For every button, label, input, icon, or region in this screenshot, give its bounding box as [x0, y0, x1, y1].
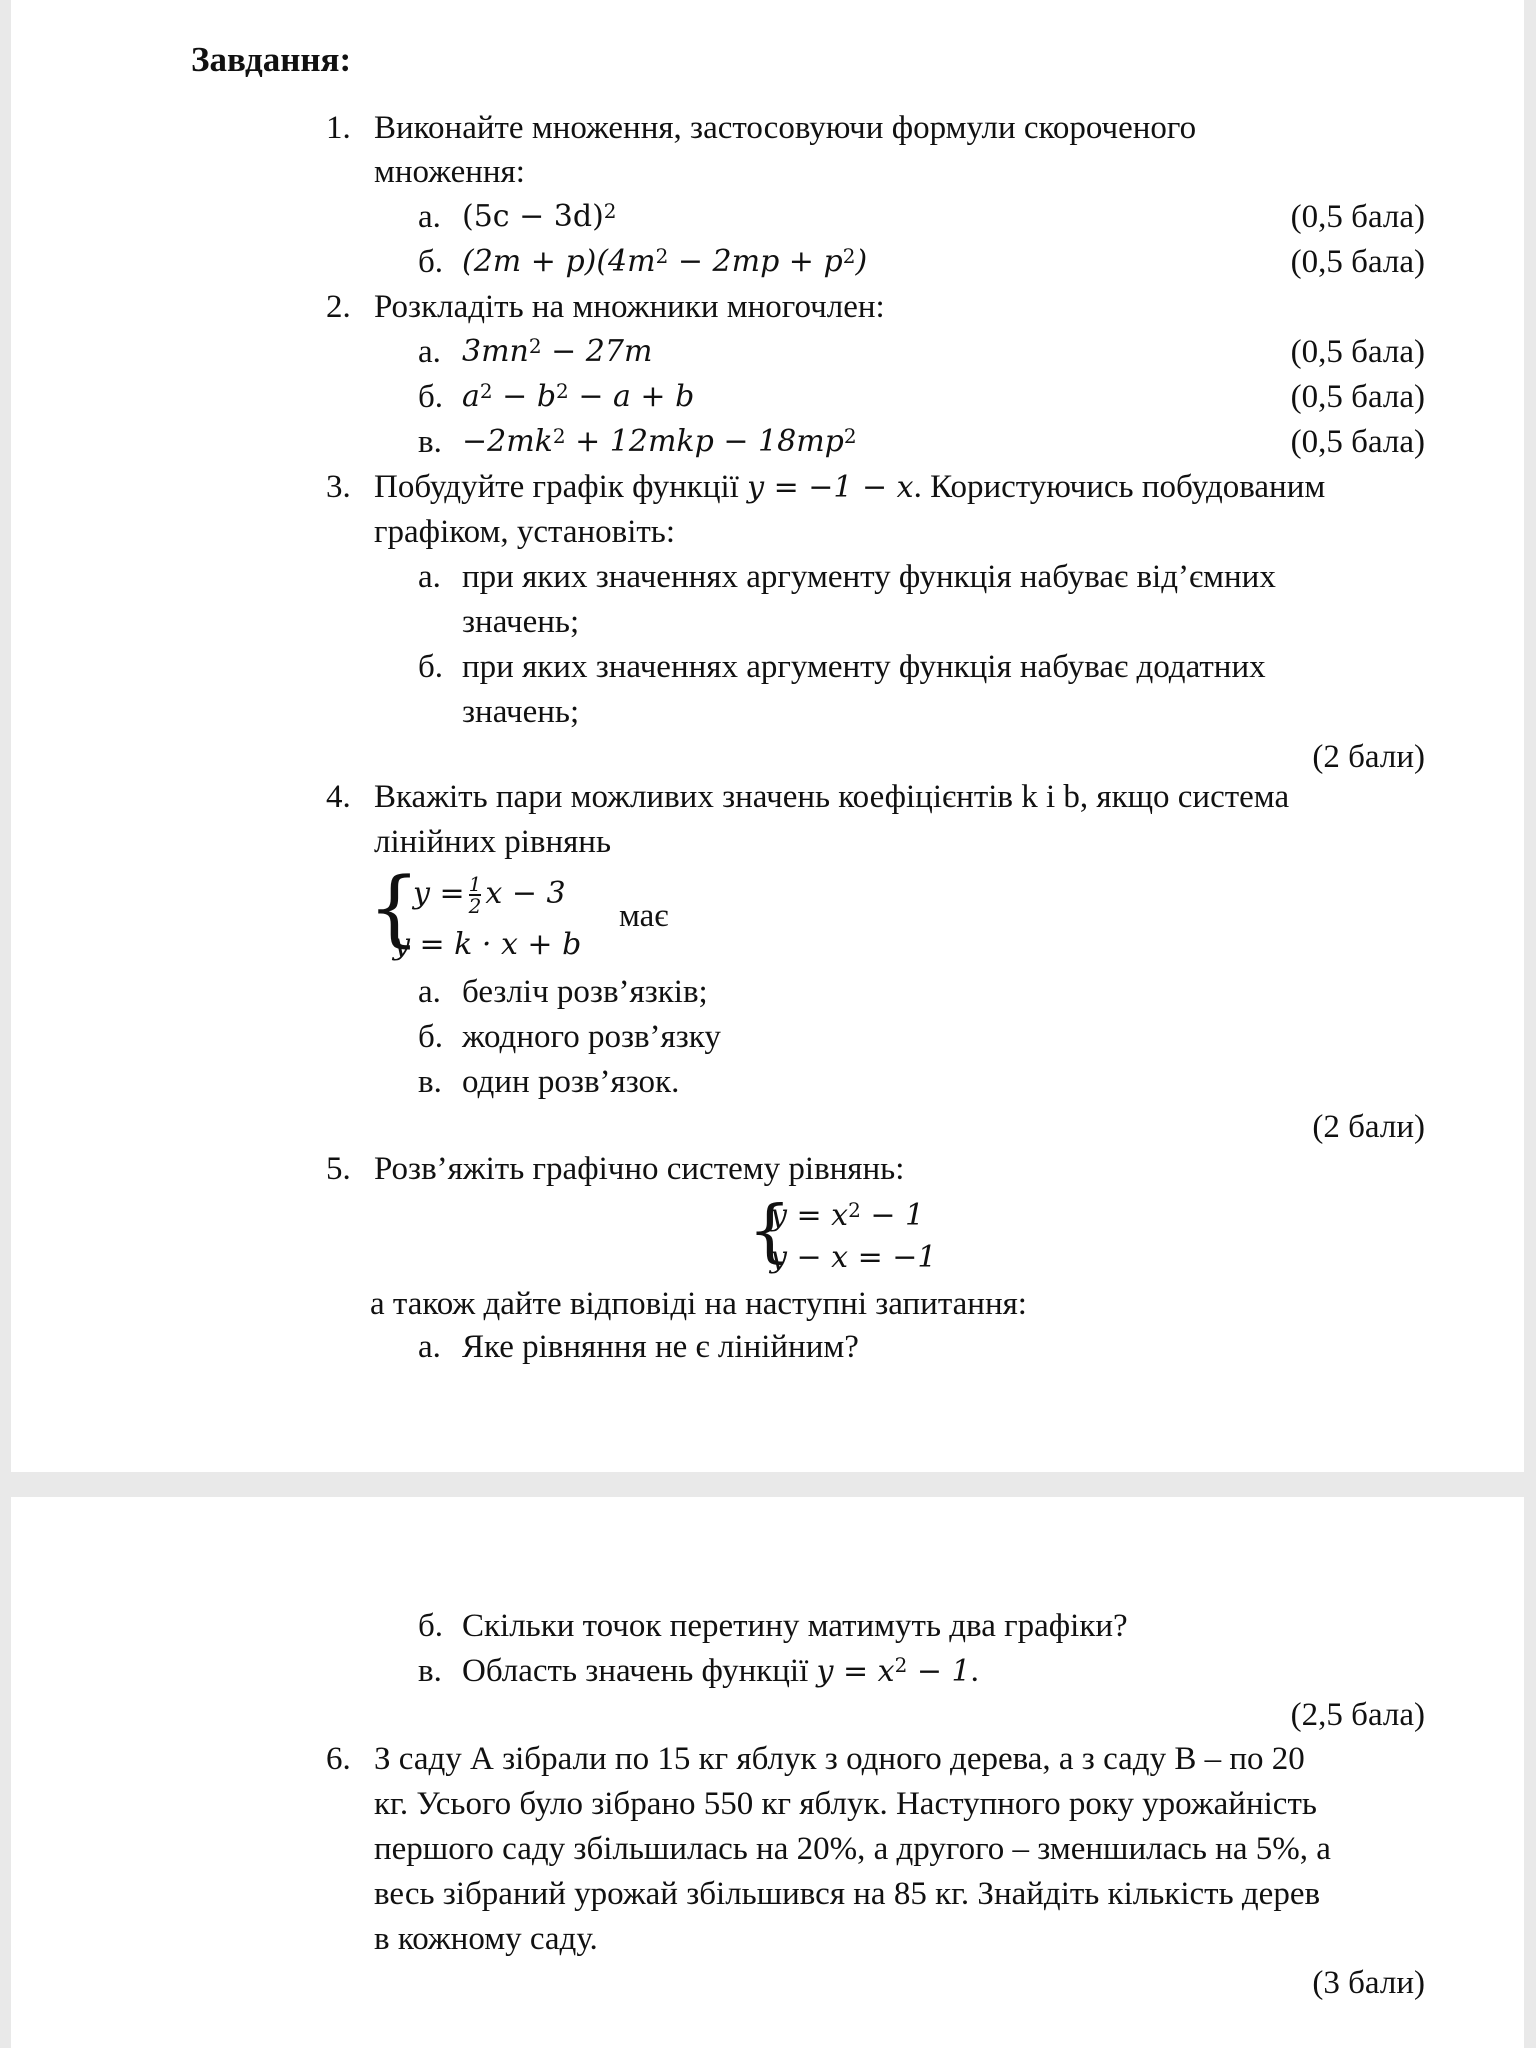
task-4-equation-2: y = k · x + b: [393, 927, 582, 962]
fraction-one-half: $\frac{1}{2}$: [468, 872, 482, 918]
task-5-text-line-2: а також дайте відповіді на наступні запитання:: [370, 1286, 1027, 1322]
system-brace-icon: {: [748, 1192, 792, 1271]
document-page-1: [11, 0, 1524, 1472]
task-1b-expression: $(2m + p)(4m^2 - 2mp + p^2)$: [462, 244, 868, 279]
task-1a-points: (0,5 бала): [1290, 199, 1425, 235]
task-3a-text-line-1: при яких значеннях аргументу функція набуває від’ємних: [462, 559, 1276, 595]
task-2c-expression: $-2mk^2 + 12mkp - 18mp^2$: [462, 424, 857, 459]
task-4b-label: б.: [418, 1019, 444, 1055]
task-2c-label: в.: [418, 424, 442, 460]
task-4-number: 4.: [326, 779, 351, 815]
task-2-number: 2.: [326, 289, 351, 325]
task-5-number: 5.: [326, 1151, 351, 1187]
task-1-text-line-2: множення:: [374, 154, 525, 190]
task-1b-label: б.: [418, 244, 444, 280]
task-4-text-line-2: лінійних рівнянь: [374, 824, 611, 860]
task-3b-label: б.: [418, 649, 444, 685]
task-5-equation-2: y − x = −1: [770, 1240, 937, 1275]
task-6-text-line-3: першого саду збільшилась на 20%, а другого – зменшилась на 5%, а: [374, 1831, 1331, 1867]
task-4a-label: а.: [418, 974, 441, 1010]
task-4-text-line-1: Вкажіть пари можливих значень коефіцієнтів k і b, якщо система: [374, 779, 1290, 815]
task-1-number: 1.: [326, 110, 351, 146]
task-6-text-line-5: в кожному саду.: [374, 1921, 598, 1957]
task-6-text-line-4: весь зібраний урожай збільшився на 85 кг. Знайдіть кількість дерев: [374, 1876, 1321, 1912]
task-2b-label: б.: [418, 379, 444, 415]
task-6-text-line-1: З саду А зібрали по 15 кг яблук з одного дерева, а з саду В – по 20: [374, 1741, 1305, 1777]
task-5b-label: б.: [418, 1608, 444, 1644]
task-4-equation-1: y = $\frac{1}{2}$ x − 3: [413, 872, 566, 918]
task-3a-text-line-2: значень;: [462, 604, 580, 640]
task-3-text-line-2: графіком, установіть:: [374, 514, 676, 550]
task-6-points: (3 бали): [1312, 1965, 1425, 2001]
document-page-2: [11, 1497, 1524, 2048]
task-2a-expression: $3mn^2 - 27m$: [462, 334, 653, 369]
task-5c-label: в.: [418, 1653, 442, 1689]
task-4c-text: один розв’язок.: [462, 1064, 680, 1100]
task-1a-label: а.: [418, 199, 441, 235]
task-3-text-line-1: Побудуйте графік функції y = −1 − x. Користуючись побудованим: [374, 469, 1326, 505]
task-3b-text-line-2: значень;: [462, 694, 580, 730]
task-5b-text: Скільки точок перетину матимуть два графіки?: [462, 1608, 1128, 1644]
task-1a-expression: $(5c - 3d)^2$: [462, 199, 617, 234]
task-4b-text: жодного розв’язку: [462, 1019, 721, 1055]
task-6-text-line-2: кг. Усього було зібрано 550 кг яблук. Наступного року урожайність: [374, 1786, 1317, 1822]
task-2a-label: а.: [418, 334, 441, 370]
task-4-has-word: має: [619, 898, 669, 934]
task-5-equation-1: $y = x^2 - 1$: [770, 1198, 925, 1233]
task-1-text-line-1: Виконайте множення, застосовуючи формули скороченого: [374, 110, 1197, 146]
task-4a-text: безліч розв’язків;: [462, 974, 708, 1010]
task-5a-text: Яке рівняння не є лінійним?: [462, 1329, 859, 1365]
task-2-text-line-1: Розкладіть на множники многочлен:: [374, 289, 885, 325]
task-5-points: (2,5 бала): [1290, 1697, 1425, 1733]
task-3a-label: а.: [418, 559, 441, 595]
task-5a-label: а.: [418, 1329, 441, 1365]
page-title: Завдання:: [191, 40, 352, 79]
task-2b-expression: $a^2 - b^2 - a + b$: [462, 379, 695, 414]
task-2c-points: (0,5 бала): [1290, 424, 1425, 460]
task-2a-points: (0,5 бала): [1290, 334, 1425, 370]
task-3-number: 3.: [326, 469, 351, 505]
task-4-points: (2 бали): [1312, 1109, 1425, 1145]
task-4c-label: в.: [418, 1064, 442, 1100]
system-brace-icon: {: [368, 861, 421, 956]
task-3-points: (2 бали): [1312, 739, 1425, 775]
task-3b-text-line-1: при яких значеннях аргументу функція набуває додатних: [462, 649, 1266, 685]
task-6-number: 6.: [326, 1741, 351, 1777]
task-1b-points: (0,5 бала): [1290, 244, 1425, 280]
task-5-text-line-1: Розв’яжіть графічно систему рівнянь:: [374, 1151, 905, 1187]
task-2b-points: (0,5 бала): [1290, 379, 1425, 415]
task-5c-text: Область значень функції $y = x^2 - 1$.: [462, 1653, 979, 1689]
